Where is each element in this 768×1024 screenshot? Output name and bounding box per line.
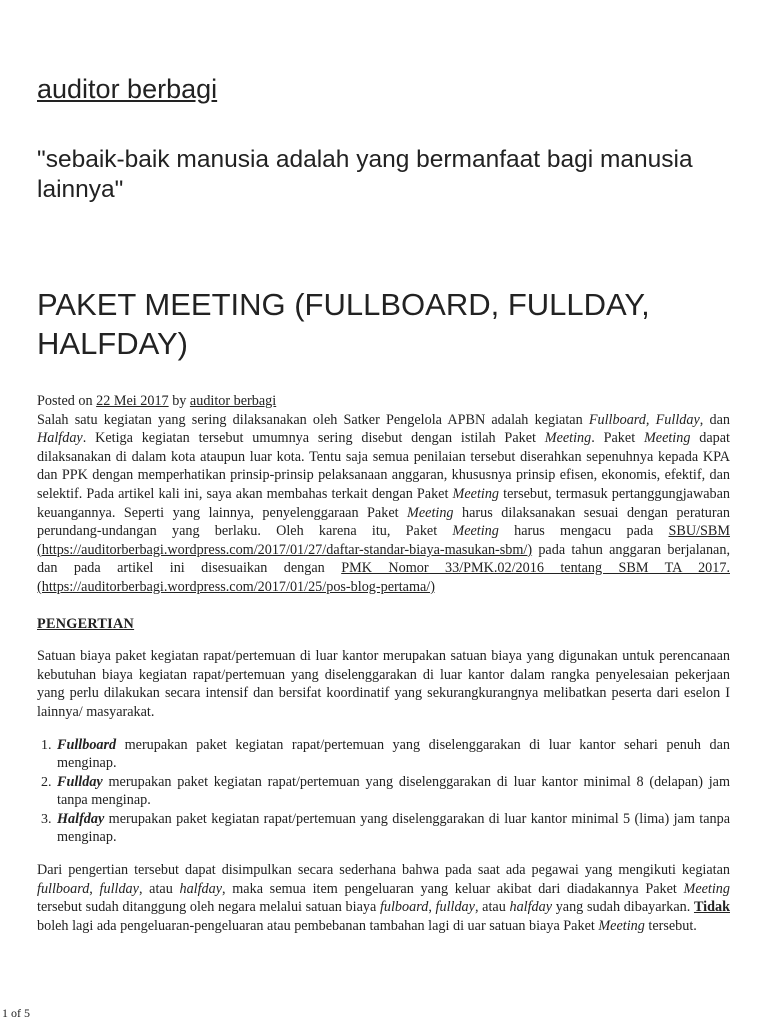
- list-item-description: merupakan paket kegiatan rapat/pertemuan yang diselenggarakan di luar kantor minimal 5 (lima) jam tanpa menginap.: [57, 810, 730, 846]
- intro-emphasis: Fullboard, Fullday: [588, 411, 700, 428]
- intro-emphasis: Meeting: [643, 430, 691, 447]
- by-label: by: [172, 393, 187, 409]
- sbu-sbm-link[interactable]: SBU/SBM (https://auditorberbagi.wordpress.com/2017/01/27/daftar-standar-biaya-masukan-sbm/): [37, 523, 730, 558]
- list-item-description: merupakan paket kegiatan rapat/pertemuan yang diselenggarakan di luar kantor minimal 8 (delapan) jam tanpa menginap.: [57, 773, 730, 809]
- page-indicator: 1 of 5: [2, 1006, 30, 1020]
- conclusion-emphasis: Meeting: [683, 880, 730, 897]
- post-meta: [37, 392, 730, 411]
- conclusion-text: , atau: [138, 880, 180, 897]
- intro-text: Salah satu kegiatan yang sering dilaksanakan oleh Satker Pengelola APBN adalah kegiatan: [37, 411, 589, 428]
- post-title: PAKET MEETING (FULLBOARD, FULLDAY, HALFDAY): [37, 287, 650, 361]
- conclusion-emphasis: fullday: [435, 899, 475, 916]
- intro-text: . Paket: [591, 430, 644, 447]
- list-item-term: Halfday: [57, 810, 105, 827]
- conclusion-text: , maka semua item pengeluaran yang keluar akibat dari diadakannya Paket: [222, 880, 684, 897]
- conclusion-emphasis: fullboard: [37, 880, 90, 897]
- author-link[interactable]: auditor berbagi: [189, 393, 277, 409]
- intro-emphasis: Meeting: [452, 485, 500, 502]
- conclusion-text: ,: [428, 899, 436, 916]
- conclusion-text: Dari pengertian tersebut dapat disimpulkan secara sederhana bahwa pada saat ada pegawai yang mengikuti kegiatan: [37, 862, 730, 879]
- intro-text: , dan: [699, 411, 730, 428]
- list-item: [55, 773, 730, 810]
- intro-emphasis: Halfday: [37, 430, 83, 447]
- conclusion-text: , atau: [474, 899, 510, 916]
- definition-list: [37, 736, 730, 848]
- conclusion-text: boleh lagi ada pengeluaran-pengeluaran atau pembebanan tambahan lagi di uar satuan biaya Paket: [37, 917, 599, 934]
- post-content: [37, 392, 730, 935]
- conclusion-emphasis: Meeting: [598, 917, 645, 934]
- intro-text: harus mengacu pada: [498, 523, 669, 540]
- conclusion-text: ,: [89, 880, 100, 897]
- section-heading-pengertian: PENGERTIAN: [37, 615, 135, 632]
- post-date-link[interactable]: 22 Mei 2017: [96, 393, 169, 409]
- definition-paragraph: Satuan biaya paket kegiatan rapat/pertemuan di luar kantor merupakan satuan biaya yang digunakan untuk perencanaan kebutuhan biaya kegiatan rapat/pertemuan yang diselenggarakan di luar kantor dalam rangka penyelesaian pekerjaan yang perlu dilakukan secara intensif dan bersifat koordinatif yang sekurangkurangnya melibatkan peserta dari eselon I lainnya/ masyarakat.: [37, 648, 730, 720]
- pmk-link[interactable]: PMK Nomor 33/PMK.02/2016 tentang SBM TA 2017. (https://auditorberbagi.wordpress.com/2017/01/25/pos-blog-pertama/): [37, 560, 730, 595]
- site-title-link[interactable]: auditor berbagi: [37, 74, 218, 104]
- conclusion-emphasis: halfday: [509, 899, 553, 916]
- intro-emphasis: Meeting: [407, 504, 454, 521]
- list-item-term: Fullboard: [57, 736, 117, 753]
- list-item: [55, 736, 730, 773]
- conclusion-text: yang sudah dibayarkan.: [552, 899, 694, 916]
- conclusion-strong: Tidak: [693, 899, 730, 916]
- conclusion-emphasis: fullday: [99, 880, 139, 897]
- posted-on-label: Posted on: [37, 393, 93, 409]
- conclusion-emphasis: fulboard: [379, 899, 429, 916]
- intro-paragraph: [37, 411, 730, 597]
- list-item: [55, 810, 730, 847]
- conclusion-text: tersebut sudah ditanggung oleh negara melalui satuan biaya: [37, 899, 380, 916]
- intro-text: dapat dilaksanakan di dalam kota ataupun luar kota. Tentu saja semua penilaian tersebut diserahkan sepenuhnya kepada KPA dan PPK dengan memperhatikan prinsip-prinsip pelaksanaan anggaran, khususnya prinsip efisen, ekonomis, efektif, dan selektif. Pada artikel kali ini, saya akan membahas terkait dengan Paket: [37, 430, 730, 502]
- intro-text: . Ketiga kegiatan tersebut umumnya sering disebut dengan istilah Paket: [82, 430, 545, 447]
- intro-text: pada tahun anggaran berjalanan, dan pada artikel ini disesuaikan dengan: [37, 541, 730, 577]
- site-tagline: "sebaik-baik manusia adalah yang bermanfaat bagi manusia lainnya": [37, 146, 693, 203]
- conclusion-text: tersebut.: [644, 917, 697, 934]
- intro-text: tersebut, termasuk pertanggungjawaban keuangannya. Seperti yang lainnya, penyelenggaraan Paket: [37, 485, 730, 521]
- intro-emphasis: Meeting: [544, 430, 592, 447]
- intro-text: harus dilaksanakan sesuai dengan peraturan perundang-undangan yang berlaku. Oleh karena itu, Paket: [37, 504, 730, 540]
- intro-emphasis: Meeting: [452, 523, 499, 540]
- conclusion-paragraph: [37, 861, 730, 935]
- conclusion-emphasis: halfday: [179, 880, 223, 897]
- list-item-description: merupakan paket kegiatan rapat/pertemuan yang diselenggarakan di luar kantor sehari penuh dan menginap.: [57, 736, 730, 772]
- list-item-term: Fullday: [57, 773, 103, 790]
